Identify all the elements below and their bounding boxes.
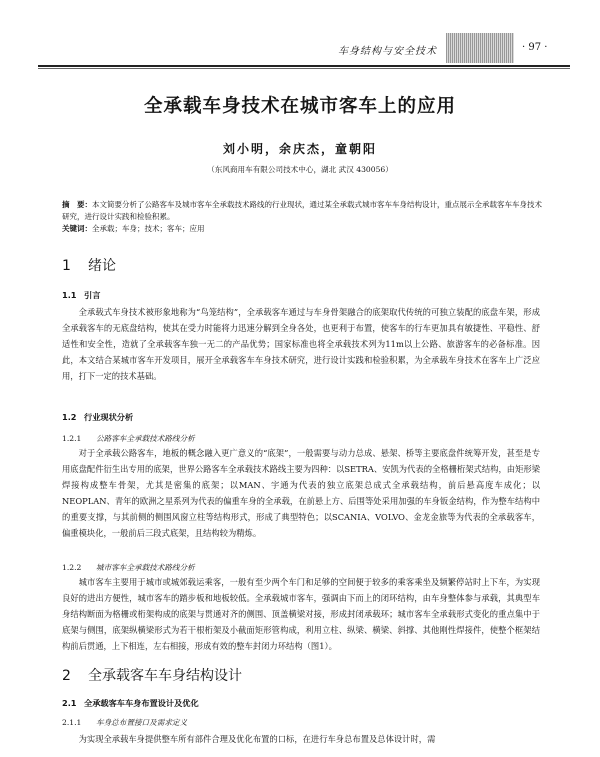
subsection-heading-1-2 [62,412,133,423]
subsubsection-heading-1-2-1 [62,433,195,444]
header-rule-thin [38,68,570,69]
section-number: 1 [62,258,71,274]
paragraph-city-bus: 城市客车主要用于城市或城郊载运乘客，一般有至少两个车门和足够的空间便于较多的乘客乘坐及频繁停站时上下车，为实现良好的进出方便性，城市客车的踏步板和地板较低。全承载城市客车，强调由下而上的闭环结构，由车身整体参与承载，其典型车身结构断面为格栅或桁架构成的底架与贯通对齐的侧围、顶盖横梁对接，形成封闭承载环；城市客车全承载形式变化的重点集中于底架与侧围，底架纵横梁形式为若干根桁架及小截面矩形管构成，利用立柱、纵梁、横梁、斜撑、其他刚性焊接件，使整个框架结构前后贯通，上下相连，左右相接，形成有效的整车封闭力环结构（图1）。 [62,577,540,651]
subsection-number: 2.1 [62,698,77,708]
subsubsection-title: 车身总布置接口及需求定义 [96,718,188,727]
header-decoration [446,33,514,63]
abstract-label: 摘 要： [62,200,92,209]
subsubsection-heading-1-2-2 [62,562,195,573]
subsection-number: 1.1 [62,290,77,300]
subsubsection-title: 城市客车全承载技术路线分析 [96,563,195,572]
paragraph-intro: 全承载式车身技术被形象地称为“鸟笼结构”，全承载客车通过与车身骨架融合的底架取代传统的可独立装配的底盘车架，形成全承载客车的无底盘结构，使其在受力时能将力迅速分解到全身各处，也更利于布置，使客车的行车更加具有敏捷性、平稳性、舒适性和安全性，造就了全承载客车独一无二的产品优势；国家标准也将全承载技术列为11m以上公路、旅游客车的必备标准。因此，本文结合某城市客车开发项目，展开全承载客车车身技术研究，进行设计实践和检验积累，为全承载车身技术在客车上广泛应用，打下一定的技术基础。 [62,307,540,381]
subsubsection-title: 公路客车全承载技术路线分析 [96,434,195,443]
abstract-block [62,199,542,222]
article-affiliation: （东风商用车有限公司技术中心，湖北 武汉 430056） [207,165,393,174]
paragraph-layout-design: 为实现全承载车身提供整车所有部件合理及优化布置的口标，在进行车身总布置及总体设计时，需 [78,734,436,744]
abstract-text: 本文简要分析了公路客车及城市客车全承载技术路线的行业现状，通过某全承载式城市客车车身结构设计，重点展示全承载客车车身技术研究，进行设计实践和检验积累。 [62,200,542,221]
article-title: 全承载车身技术在城市客车上的应用 [143,96,456,117]
keywords-text: 全承载；车身；技术；客车；应用 [92,224,205,233]
page-number: · 97 · [522,42,548,53]
section-heading-1 [62,255,116,275]
section-number: 2 [62,668,71,684]
subsection-heading-1-1 [62,290,100,301]
section-title: 绪论 [88,258,116,274]
subsubsection-heading-2-1-1 [62,717,187,728]
header-rule [38,65,570,67]
subsection-number: 1.2 [62,412,77,422]
article-authors: 刘小明，余庆杰，童朝阳 [222,142,377,156]
running-header: 车身结构与安全技术 [338,46,437,57]
subsection-heading-2-1 [62,698,199,709]
paragraph-highway-bus: 对于全承载公路客车，地板的概念融入更广意义的“底架”，一般需要与动力总成、悬架、桥等主要底盘件统筹开发，甚至是专用底盘配件衍生出专用的底架，世界公路客车全承载技术路线主要为四种：以SETRA、安凯为代表的全格栅桁架式结构，由矩形梁焊接构成整车骨架，尤其是密集的底架；以MAN、宇通为代表的独立底架总成式全承载结构，前后悬高度车成化；以NEOPLAN、青年的欧洲之星系列为代表的偏重车身的全承载，在前悬上方、后围等处采用加强的车身钣金结构，作为整车结构中的重要支撑，与其前侧的侧围风窗立柱等结构形式，形成了典型特色；以SCANIA、VOLVO、金龙金旅等为代表的全承载客车，偏重模块化，一般前后三段式底架，且结构较为精炼。 [62,448,540,538]
section-heading-2 [62,665,242,685]
subsubsection-number: 1.2.2 [62,563,82,572]
keywords-label: 关键词： [62,224,92,233]
keywords-block [62,223,205,234]
subsection-title: 引言 [84,290,101,300]
subsection-title: 全承载客车车身布置设计及优化 [84,698,199,708]
subsection-title: 行业现状分析 [84,412,134,422]
section-title: 全承载客车车身结构设计 [88,668,242,684]
subsubsection-number: 1.2.1 [62,434,82,443]
subsubsection-number: 2.1.1 [62,718,82,727]
